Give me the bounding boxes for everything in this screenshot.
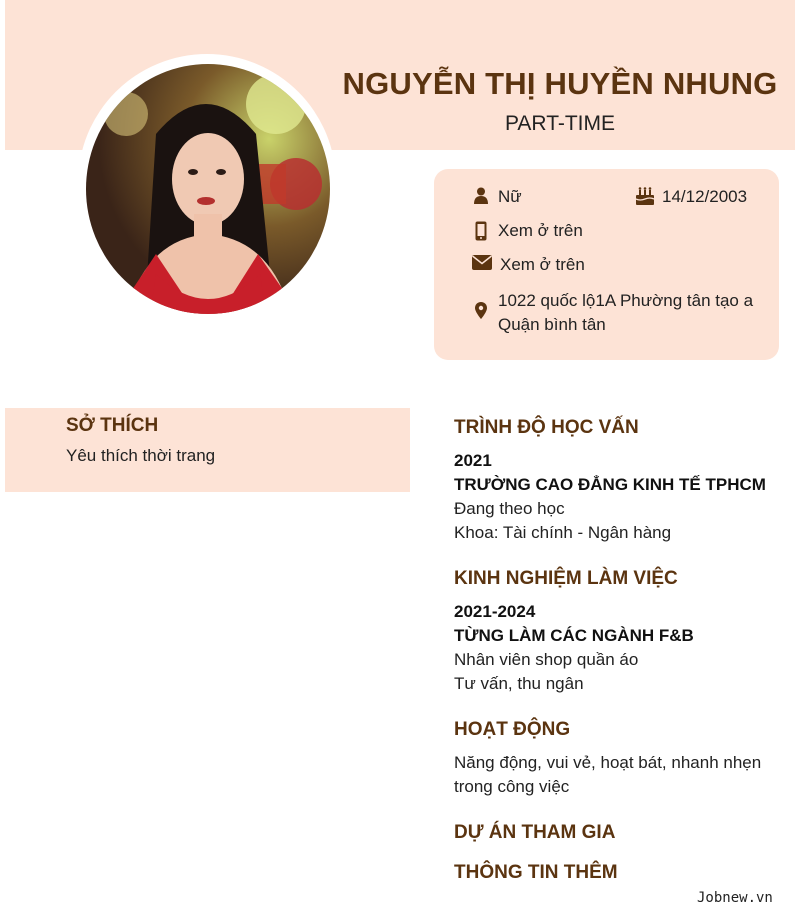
- gender-row: [470, 187, 522, 207]
- birthday-row: [634, 187, 747, 207]
- activities-title: HOẠT ĐỘNG: [454, 719, 571, 740]
- map-pin-icon: [470, 302, 492, 319]
- gender-value: Nữ: [498, 187, 522, 206]
- user-icon: [470, 187, 492, 204]
- email-value: Xem ở trên: [500, 255, 585, 274]
- activities-line-2: trong công việc: [454, 777, 570, 796]
- experience-line-2: Tư vấn, thu ngân: [454, 674, 584, 693]
- birthday-value: 14/12/2003: [662, 187, 748, 206]
- activities-line-1: Năng động, vui vẻ, hoạt bát, nhanh nhẹn: [454, 753, 762, 772]
- envelope-icon: [470, 255, 494, 270]
- job-position: PART-TIME: [504, 112, 616, 135]
- hobbies-title: SỞ THÍCH: [66, 415, 159, 436]
- address-value: [498, 289, 753, 337]
- phone-row: [470, 221, 583, 241]
- projects-title: DỰ ÁN THAM GIA: [454, 822, 616, 843]
- experience-line-1: Nhân viên shop quần áo: [454, 650, 639, 669]
- education-school: TRƯỜNG CAO ĐẲNG KINH TẾ TPHCM: [454, 475, 766, 494]
- avatar: [86, 64, 330, 314]
- experience-period: 2021-2024: [454, 602, 536, 621]
- education-year: 2021: [454, 451, 492, 470]
- email-row: [470, 255, 585, 275]
- education-status: Đang theo học: [454, 499, 565, 518]
- education-major: Khoa: Tài chính - Ngân hàng: [454, 523, 672, 542]
- hobbies-text: Yêu thích thời trang: [66, 446, 216, 465]
- experience-company: TỪNG LÀM CÁC NGÀNH F&B: [454, 626, 694, 645]
- education-title: TRÌNH ĐỘ HỌC VẤN: [454, 417, 639, 438]
- address-row: [470, 289, 770, 337]
- phone-value: Xem ở trên: [498, 221, 583, 240]
- candidate-name: NGUYỄN THỊ HUYỀN NHUNG: [342, 66, 778, 101]
- address-line-1: 1022 quốc lộ1A Phường tân tạo a: [498, 291, 754, 310]
- watermark: Jobnew.vn: [697, 890, 773, 906]
- address-line-2: Quận bình tân: [498, 315, 606, 334]
- phone-icon: [470, 221, 492, 241]
- extra-info-title: THÔNG TIN THÊM: [454, 862, 618, 883]
- experience-title: KINH NGHIỆM LÀM VIỆC: [454, 568, 678, 589]
- birthday-cake-icon: [634, 187, 656, 205]
